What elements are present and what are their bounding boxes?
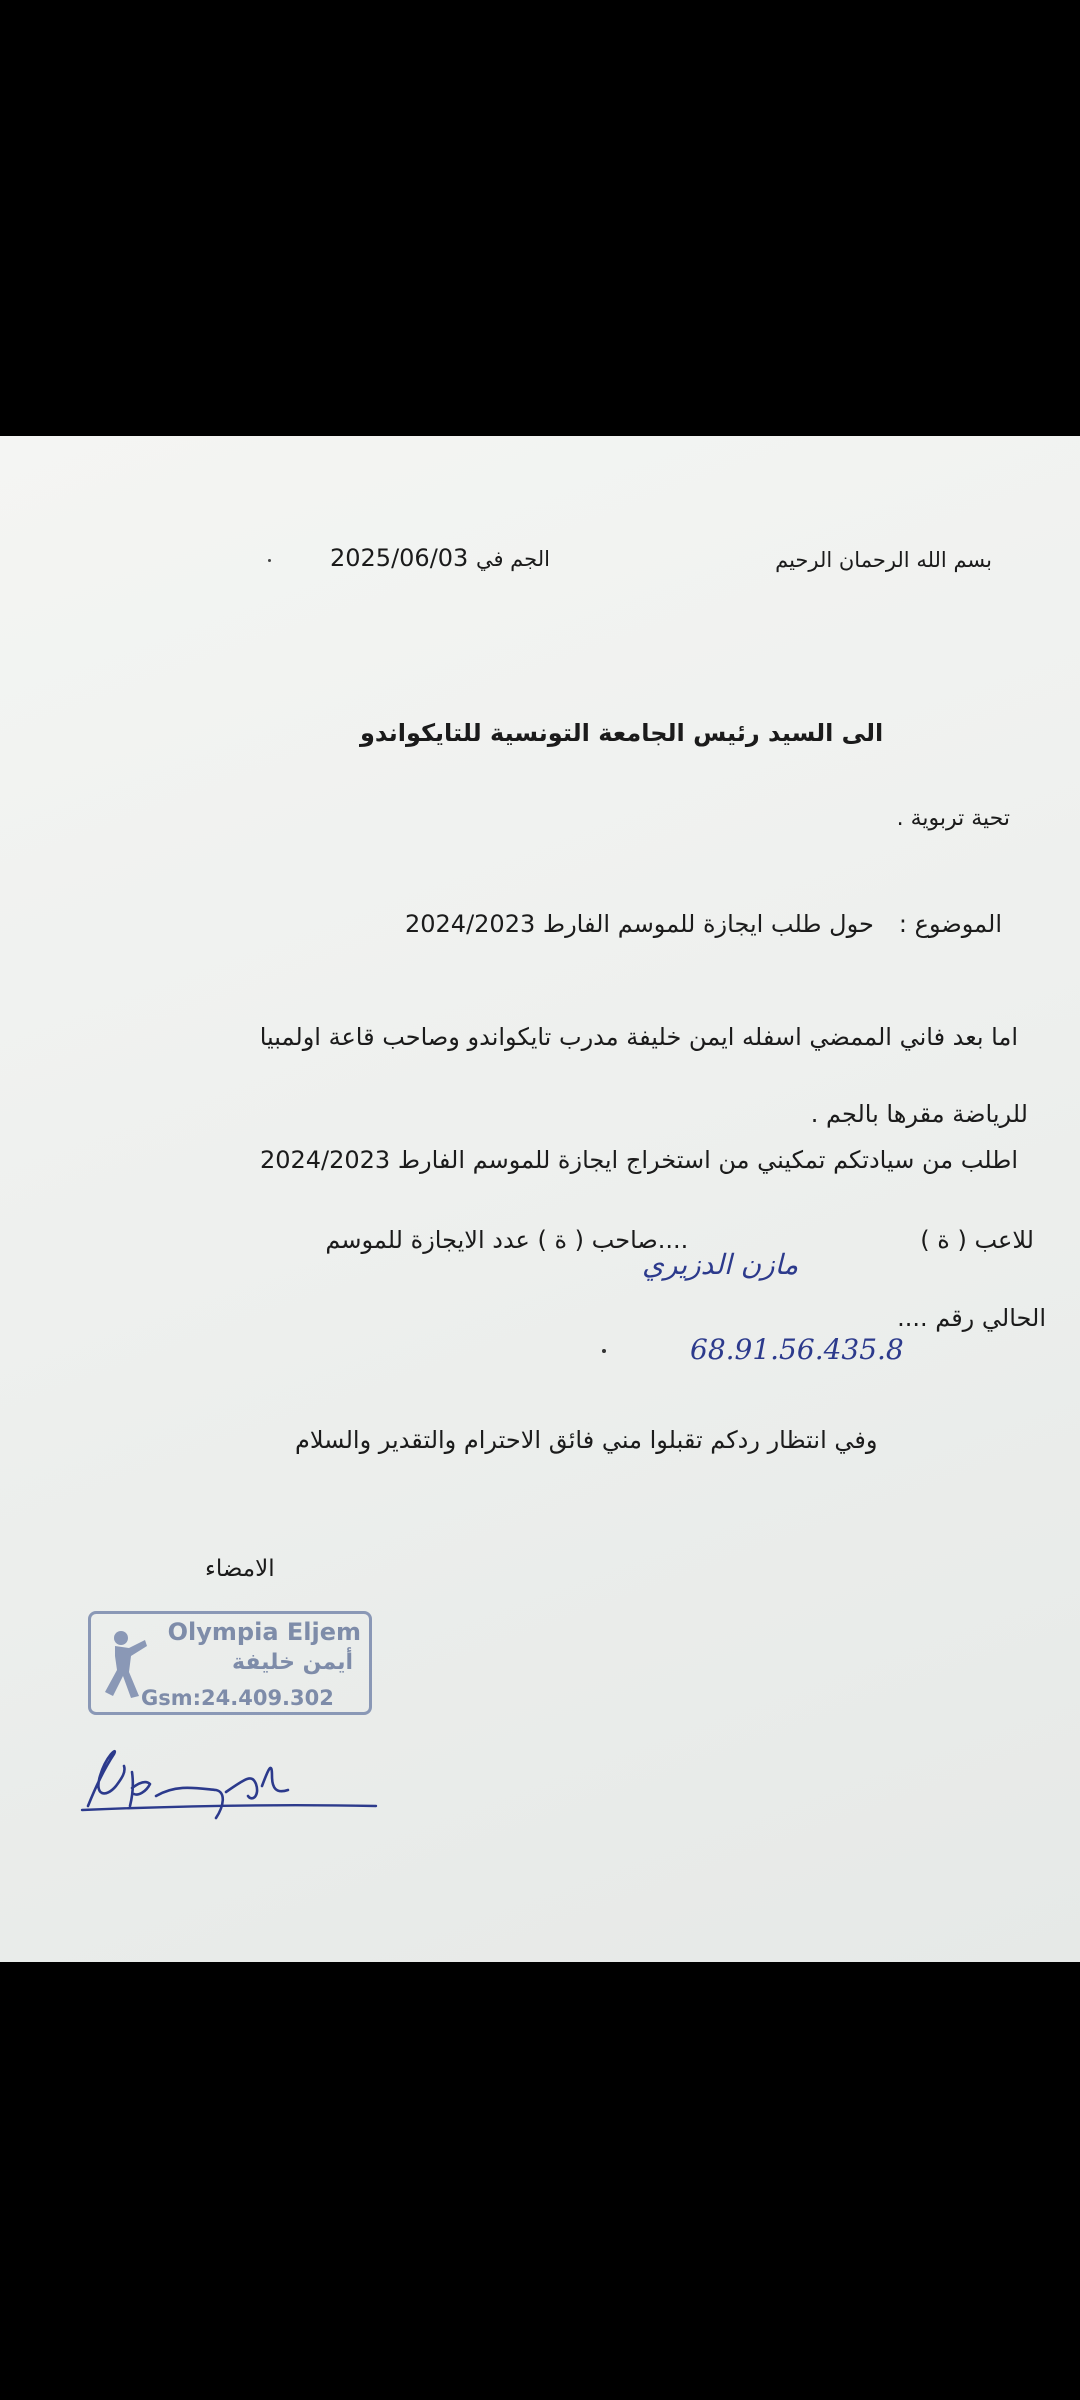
date-value: 2025/06/03 bbox=[330, 544, 469, 572]
stamp-owner-name: أيمن خليفة bbox=[232, 1650, 353, 1675]
ink-dot bbox=[268, 559, 271, 562]
handwritten-player-name: مازن الدزيري bbox=[642, 1248, 799, 1281]
document-paper bbox=[0, 436, 1080, 1962]
closing-line: وفي انتظار ردكم تقبلوا مني فائق الاحترام والتقدير والسلام bbox=[295, 1426, 878, 1454]
subject-text: حول طلب ايجازة للموسم الفارط 2024/2023 bbox=[405, 910, 874, 938]
body-line-5: الحالي رقم .... bbox=[897, 1304, 1046, 1332]
ink-dot bbox=[602, 1349, 606, 1353]
body-line-1: اما بعد فاني الممضي اسفله ايمن خليفة مدرب تايكواندو وصاحب قاعة اولمبيا bbox=[259, 1023, 1018, 1051]
body-line-3: اطلب من سيادتكم تمكيني من استخراج ايجازة للموسم الفارط 2024/2023 bbox=[259, 1146, 1018, 1174]
greeting-line: تحية تربوية . bbox=[896, 806, 1010, 831]
handwritten-license-number: 68.91.56.435.8 bbox=[690, 1333, 904, 1366]
place-date bbox=[330, 544, 550, 572]
top-black-bar bbox=[0, 0, 1080, 436]
player-label: للاعب ( ة ) bbox=[920, 1226, 1034, 1254]
bismillah-header: بسم الله الرحمان الرحيم bbox=[775, 548, 992, 572]
signature-label: الامضاء bbox=[205, 1556, 275, 1582]
handwritten-signature bbox=[76, 1726, 386, 1836]
bottom-black-bar bbox=[0, 1962, 1080, 2400]
place-label: الجم في bbox=[475, 547, 550, 571]
recipient-line: الى السيد رئيس الجامعة التونسية للتايكواندو bbox=[360, 719, 884, 747]
subject-label: الموضوع : bbox=[898, 910, 1002, 938]
stamp-phone: Gsm:24.409.302 bbox=[141, 1686, 334, 1710]
body-line-2: للرياضة مقرها بالجم . bbox=[810, 1100, 1028, 1128]
stamp-club-name: Olympia Eljem bbox=[167, 1618, 361, 1646]
license-holder-label: ....صاحب ( ة ) عدد الايجازة للموسم bbox=[325, 1226, 689, 1254]
club-stamp bbox=[88, 1611, 372, 1715]
